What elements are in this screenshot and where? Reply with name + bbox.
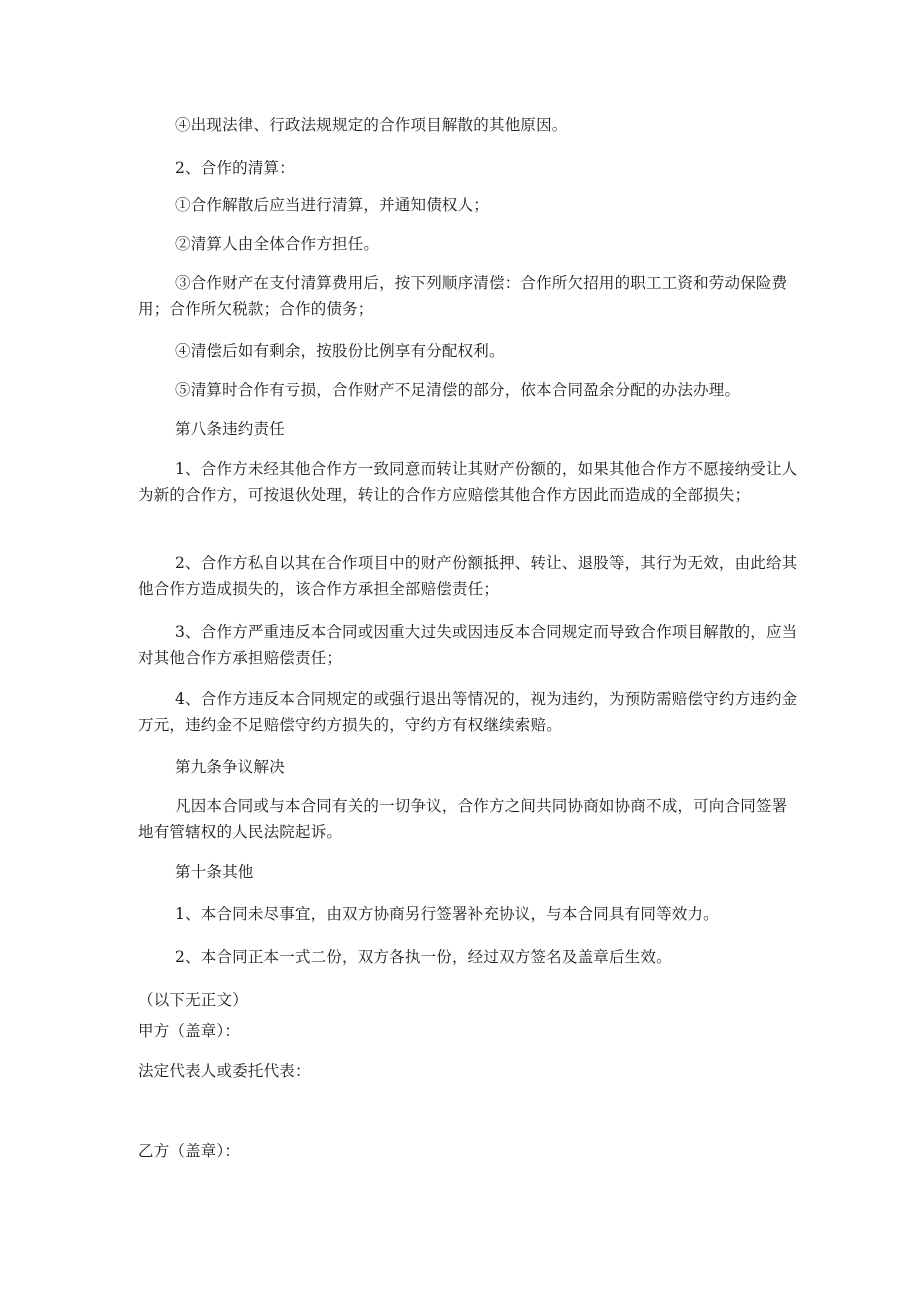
dispute-resolution-text: 凡因本合同或与本合同有关的一切争议，合作方之间共同协商如协商不成，可向合同签署地有管辖权的人民法院起诉。 <box>138 797 788 841</box>
liquidation-item-1: ①合作解散后应当进行清算，并通知债权人； <box>175 196 490 214</box>
legal-representative-line: 法定代表人或委托代表： <box>138 1062 311 1080</box>
liquidation-item-4: ④清偿后如有剩余，按股份比例享有分配权利。 <box>175 342 505 360</box>
liability-item-2: 2、合作方私自以其在合作项目中的财产份额抵押、转让、退股等，其行为无效，由此给其他合作方造成损失的，该合作方承担全部赔偿责任； <box>138 554 798 598</box>
liability-item-1: 1、合作方未经其他合作方一致同意而转让其财产份额的，如果其他合作方不愿接纳受让人为新的合作方，可按退伙处理，转让的合作方应赔偿其他合作方因此而造成的全部损失； <box>138 460 798 504</box>
party-b-seal-line: 乙方（盖章）： <box>138 1142 241 1160</box>
liquidation-item-3: ③合作财产在支付清算费用后，按下列顺序清偿：合作所欠招用的职工工资和劳动保险费用；合作所欠税款；合作的债务； <box>138 274 788 318</box>
clause-item-dissolution-4: ④出现法律、行政法规规定的合作项目解散的其他原因。 <box>175 116 568 134</box>
liability-item-4: 4、合作方违反本合同规定的或强行退出等情况的，视为违约，为预防需赔偿守约方违约金万元，违约金不足赔偿守约方损失的，守约方有权继续索赔。 <box>138 690 798 734</box>
liability-item-3: 3、合作方严重违反本合同或因重大过失或因违反本合同规定而导致合作项目解散的，应当对其他合作方承担赔偿责任； <box>138 623 798 667</box>
liquidation-item-2: ②清算人由全体合作方担任。 <box>175 235 380 253</box>
other-item-1: 1、本合同未尽事宜，由双方协商另行签署补充协议，与本合同具有同等效力。 <box>175 905 719 923</box>
end-of-text-note: （以下无正文） <box>138 991 248 1009</box>
liquidation-item-5: ⑤清算时合作有亏损，合作财产不足清偿的部分，依本合同盈余分配的办法办理。 <box>175 381 741 399</box>
article-heading-8: 第八条违约责任 <box>175 420 285 438</box>
article-heading-9: 第九条争议解决 <box>175 758 285 776</box>
subsection-heading-liquidation: 2、合作的清算： <box>175 159 295 177</box>
article-heading-10: 第十条其他 <box>175 863 254 881</box>
party-a-seal-line: 甲方（盖章）： <box>138 1022 241 1040</box>
other-item-2: 2、本合同正本一式二份，双方各执一份，经过双方签名及盖章后生效。 <box>175 948 672 966</box>
